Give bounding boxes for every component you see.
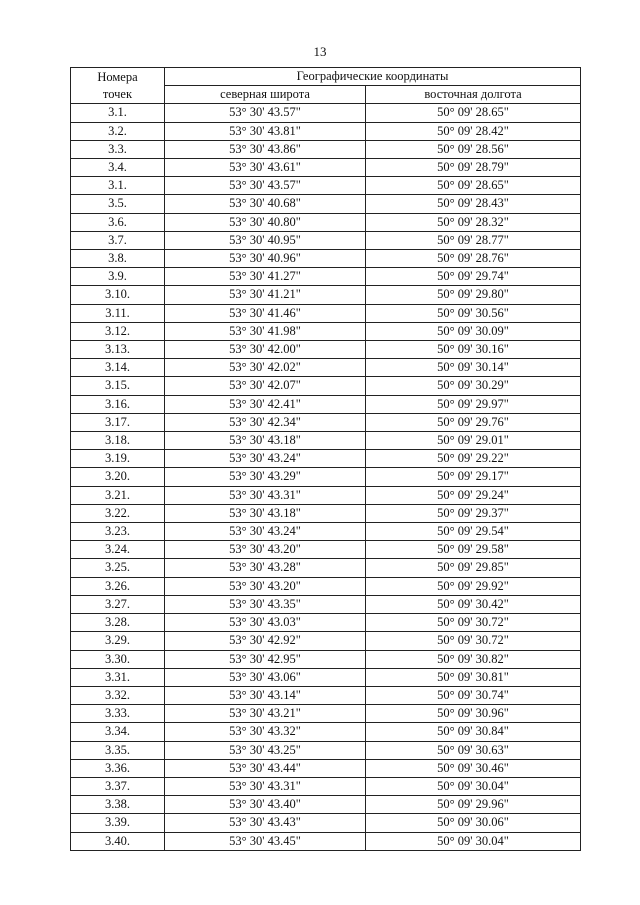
- latitude-cell: 53° 30' 43.18": [165, 504, 366, 522]
- point-number-cell: 3.38.: [71, 796, 165, 814]
- table-row: [71, 395, 581, 413]
- point-number-cell: 3.31.: [71, 668, 165, 686]
- longitude-cell: 50° 09' 29.54": [366, 523, 581, 541]
- table-row: [71, 741, 581, 759]
- latitude-cell: 53° 30' 41.98": [165, 322, 366, 340]
- longitude-cell: 50° 09' 30.46": [366, 759, 581, 777]
- table-row: [71, 122, 581, 140]
- table-row: [71, 541, 581, 559]
- table-row: [71, 504, 581, 522]
- latitude-cell: 53° 30' 43.44": [165, 759, 366, 777]
- table-row: [71, 140, 581, 158]
- longitude-cell: 50° 09' 30.72": [366, 632, 581, 650]
- table-row: [71, 177, 581, 195]
- longitude-cell: 50° 09' 29.17": [366, 468, 581, 486]
- table-row: [71, 577, 581, 595]
- coordinates-header: Географические координаты: [165, 68, 581, 86]
- point-number-cell: 3.39.: [71, 814, 165, 832]
- table-row: [71, 486, 581, 504]
- point-number-cell: 3.5.: [71, 195, 165, 213]
- longitude-cell: 50° 09' 30.56": [366, 304, 581, 322]
- point-number-cell: 3.34.: [71, 723, 165, 741]
- longitude-cell: 50° 09' 29.96": [366, 796, 581, 814]
- table-row: [71, 341, 581, 359]
- latitude-cell: 53° 30' 43.31": [165, 777, 366, 795]
- table-row: [71, 359, 581, 377]
- point-number-cell: 3.14.: [71, 359, 165, 377]
- point-number-cell: 3.36.: [71, 759, 165, 777]
- point-number-cell: 3.22.: [71, 504, 165, 522]
- point-number-cell: 3.17.: [71, 413, 165, 431]
- latitude-cell: 53° 30' 42.34": [165, 413, 366, 431]
- latitude-cell: 53° 30' 40.80": [165, 213, 366, 231]
- longitude-cell: 50° 09' 28.76": [366, 250, 581, 268]
- longitude-cell: 50° 09' 30.14": [366, 359, 581, 377]
- latitude-cell: 53° 30' 43.43": [165, 814, 366, 832]
- table-row: [71, 104, 581, 122]
- longitude-cell: 50° 09' 30.63": [366, 741, 581, 759]
- point-number-cell: 3.2.: [71, 122, 165, 140]
- table-row: [71, 650, 581, 668]
- point-number-cell: 3.27.: [71, 595, 165, 613]
- latitude-cell: 53° 30' 41.27": [165, 268, 366, 286]
- longitude-cell: 50° 09' 29.80": [366, 286, 581, 304]
- longitude-cell: 50° 09' 30.06": [366, 814, 581, 832]
- point-number-cell: 3.29.: [71, 632, 165, 650]
- table-row: [71, 468, 581, 486]
- longitude-cell: 50° 09' 28.32": [366, 213, 581, 231]
- point-number-cell: 3.21.: [71, 486, 165, 504]
- table-row: [71, 723, 581, 741]
- latitude-cell: 53° 30' 43.57": [165, 177, 366, 195]
- longitude-header: восточная долгота: [366, 86, 581, 104]
- table-row: [71, 159, 581, 177]
- table-row: [71, 322, 581, 340]
- point-number-cell: 3.11.: [71, 304, 165, 322]
- point-number-cell: 3.18.: [71, 432, 165, 450]
- table-row: [71, 286, 581, 304]
- table-row: [71, 632, 581, 650]
- longitude-cell: 50° 09' 30.29": [366, 377, 581, 395]
- longitude-cell: 50° 09' 30.04": [366, 832, 581, 850]
- longitude-cell: 50° 09' 29.92": [366, 577, 581, 595]
- latitude-cell: 53° 30' 43.14": [165, 686, 366, 704]
- latitude-cell: 53° 30' 42.07": [165, 377, 366, 395]
- point-number-cell: 3.4.: [71, 159, 165, 177]
- table-row: [71, 523, 581, 541]
- latitude-cell: 53° 30' 42.02": [165, 359, 366, 377]
- latitude-cell: 53° 30' 43.40": [165, 796, 366, 814]
- longitude-cell: 50° 09' 30.04": [366, 777, 581, 795]
- latitude-cell: 53° 30' 43.45": [165, 832, 366, 850]
- longitude-cell: 50° 09' 30.74": [366, 686, 581, 704]
- longitude-cell: 50° 09' 28.56": [366, 140, 581, 158]
- point-number-cell: 3.40.: [71, 832, 165, 850]
- longitude-cell: 50° 09' 29.76": [366, 413, 581, 431]
- page-number: 13: [313, 44, 327, 59]
- latitude-cell: 53° 30' 40.96": [165, 250, 366, 268]
- longitude-cell: 50° 09' 28.77": [366, 231, 581, 249]
- longitude-cell: 50° 09' 28.79": [366, 159, 581, 177]
- point-numbers-header: [71, 68, 165, 104]
- longitude-cell: 50° 09' 29.58": [366, 541, 581, 559]
- table-row: [71, 668, 581, 686]
- table-row: [71, 304, 581, 322]
- latitude-cell: 53° 30' 43.24": [165, 523, 366, 541]
- table-row: [71, 268, 581, 286]
- latitude-cell: 53° 30' 42.41": [165, 395, 366, 413]
- longitude-cell: 50° 09' 29.24": [366, 486, 581, 504]
- table-row: [71, 413, 581, 431]
- point-number-cell: 3.3.: [71, 140, 165, 158]
- point-number-cell: 3.15.: [71, 377, 165, 395]
- point-number-cell: 3.33.: [71, 705, 165, 723]
- point-number-cell: 3.30.: [71, 650, 165, 668]
- point-number-cell: 3.28.: [71, 614, 165, 632]
- longitude-cell: 50° 09' 30.16": [366, 341, 581, 359]
- latitude-cell: 53° 30' 43.24": [165, 450, 366, 468]
- longitude-cell: 50° 09' 28.65": [366, 177, 581, 195]
- latitude-cell: 53° 30' 43.20": [165, 541, 366, 559]
- longitude-cell: 50° 09' 30.81": [366, 668, 581, 686]
- table-row: [71, 777, 581, 795]
- latitude-cell: 53° 30' 43.03": [165, 614, 366, 632]
- point-number-cell: 3.20.: [71, 468, 165, 486]
- point-number-cell: 3.12.: [71, 322, 165, 340]
- table-row: [71, 614, 581, 632]
- longitude-cell: 50° 09' 28.65": [366, 104, 581, 122]
- longitude-cell: 50° 09' 30.82": [366, 650, 581, 668]
- longitude-cell: 50° 09' 29.37": [366, 504, 581, 522]
- longitude-cell: 50° 09' 29.22": [366, 450, 581, 468]
- point-number-cell: 3.1.: [71, 104, 165, 122]
- latitude-header: северная широта: [165, 86, 366, 104]
- latitude-cell: 53° 30' 42.95": [165, 650, 366, 668]
- longitude-cell: 50° 09' 28.42": [366, 122, 581, 140]
- table-row: [71, 759, 581, 777]
- table-row: [71, 250, 581, 268]
- latitude-cell: 53° 30' 43.81": [165, 122, 366, 140]
- table-row: [71, 450, 581, 468]
- latitude-cell: 53° 30' 43.35": [165, 595, 366, 613]
- table-row: [71, 231, 581, 249]
- latitude-cell: 53° 30' 43.61": [165, 159, 366, 177]
- point-number-cell: 3.16.: [71, 395, 165, 413]
- point-number-cell: 3.26.: [71, 577, 165, 595]
- point-number-cell: 3.8.: [71, 250, 165, 268]
- latitude-cell: 53° 30' 41.21": [165, 286, 366, 304]
- latitude-cell: 53° 30' 43.32": [165, 723, 366, 741]
- longitude-cell: 50° 09' 30.96": [366, 705, 581, 723]
- table-row: [71, 814, 581, 832]
- point-number-cell: 3.35.: [71, 741, 165, 759]
- table-row: [71, 195, 581, 213]
- table-row: [71, 559, 581, 577]
- longitude-cell: 50° 09' 29.01": [366, 432, 581, 450]
- latitude-cell: 53° 30' 41.46": [165, 304, 366, 322]
- longitude-cell: 50° 09' 29.85": [366, 559, 581, 577]
- latitude-cell: 53° 30' 43.28": [165, 559, 366, 577]
- latitude-cell: 53° 30' 43.21": [165, 705, 366, 723]
- coordinates-table: [70, 67, 581, 851]
- latitude-cell: 53° 30' 43.57": [165, 104, 366, 122]
- longitude-cell: 50° 09' 30.84": [366, 723, 581, 741]
- table-row: [71, 213, 581, 231]
- latitude-cell: 53° 30' 43.20": [165, 577, 366, 595]
- latitude-cell: 53° 30' 43.29": [165, 468, 366, 486]
- point-number-cell: 3.7.: [71, 231, 165, 249]
- point-number-cell: 3.24.: [71, 541, 165, 559]
- table-row: [71, 705, 581, 723]
- table-row: [71, 686, 581, 704]
- latitude-cell: 53° 30' 43.25": [165, 741, 366, 759]
- table-row: [71, 796, 581, 814]
- longitude-cell: 50° 09' 29.97": [366, 395, 581, 413]
- latitude-cell: 53° 30' 43.31": [165, 486, 366, 504]
- point-number-cell: 3.10.: [71, 286, 165, 304]
- point-number-cell: 3.37.: [71, 777, 165, 795]
- latitude-cell: 53° 30' 43.18": [165, 432, 366, 450]
- table-row: [71, 832, 581, 850]
- latitude-cell: 53° 30' 42.92": [165, 632, 366, 650]
- table-header: [71, 68, 581, 104]
- point-number-cell: 3.32.: [71, 686, 165, 704]
- latitude-cell: 53° 30' 42.00": [165, 341, 366, 359]
- point-number-cell: 3.19.: [71, 450, 165, 468]
- table-row: [71, 595, 581, 613]
- table-body: [71, 104, 581, 850]
- longitude-cell: 50° 09' 28.43": [366, 195, 581, 213]
- longitude-cell: 50° 09' 30.09": [366, 322, 581, 340]
- point-number-cell: 3.13.: [71, 341, 165, 359]
- longitude-cell: 50° 09' 30.42": [366, 595, 581, 613]
- point-number-cell: 3.1.: [71, 177, 165, 195]
- table-row: [71, 377, 581, 395]
- point-numbers-header-line1: Номера: [97, 69, 138, 84]
- longitude-cell: 50° 09' 29.74": [366, 268, 581, 286]
- longitude-cell: 50° 09' 30.72": [366, 614, 581, 632]
- latitude-cell: 53° 30' 40.95": [165, 231, 366, 249]
- point-number-cell: 3.25.: [71, 559, 165, 577]
- point-number-cell: 3.9.: [71, 268, 165, 286]
- latitude-cell: 53° 30' 43.06": [165, 668, 366, 686]
- latitude-cell: 53° 30' 43.86": [165, 140, 366, 158]
- point-number-cell: 3.6.: [71, 213, 165, 231]
- latitude-cell: 53° 30' 40.68": [165, 195, 366, 213]
- point-number-cell: 3.23.: [71, 523, 165, 541]
- table-row: [71, 432, 581, 450]
- point-numbers-header-line2: точек: [102, 86, 133, 101]
